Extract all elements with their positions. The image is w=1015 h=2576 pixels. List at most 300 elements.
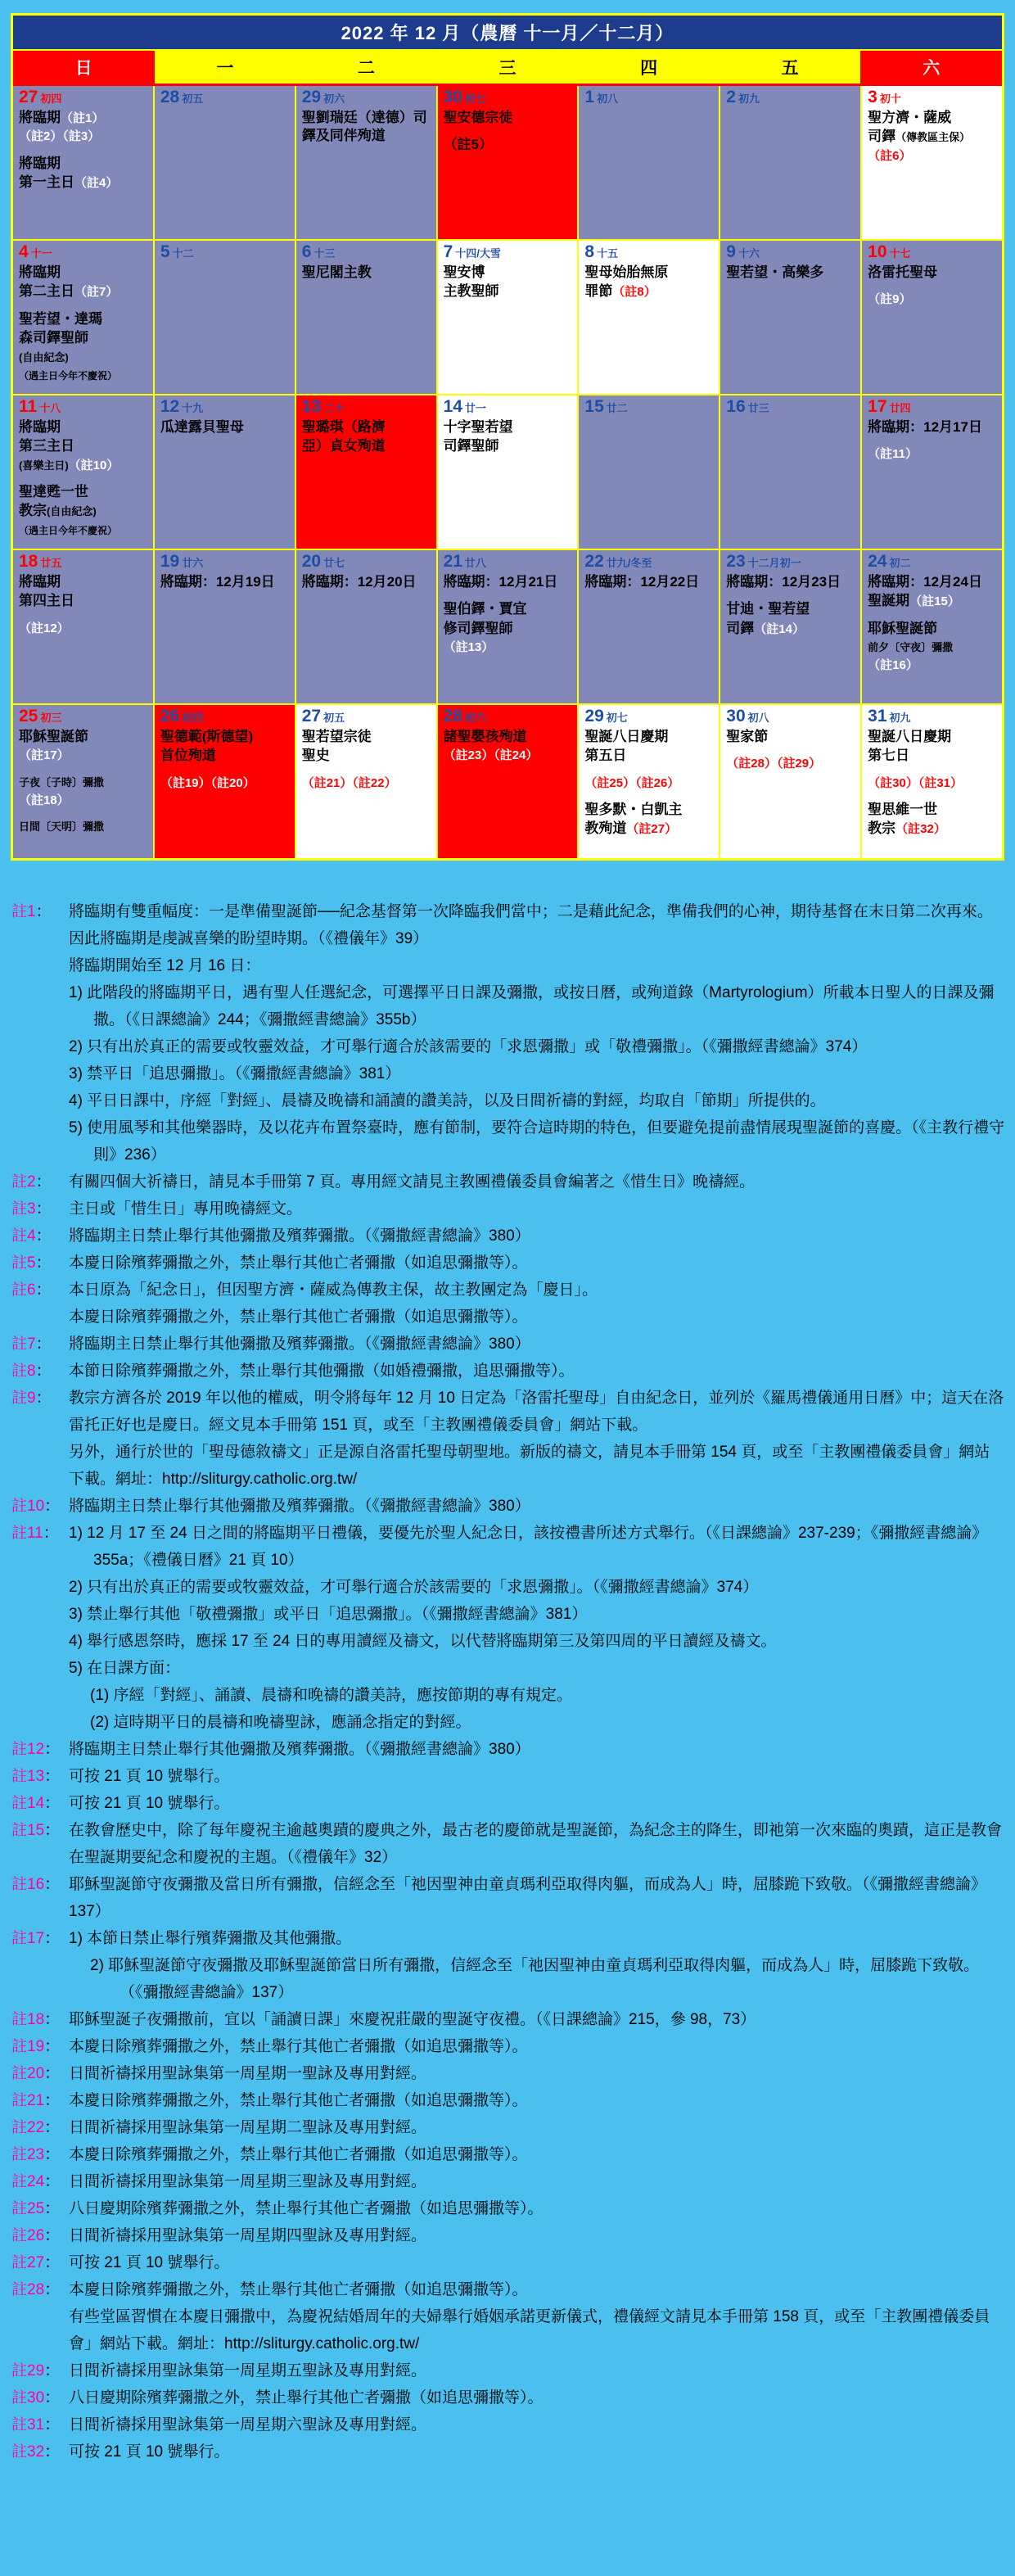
feast-line xyxy=(868,747,997,765)
note-body xyxy=(69,2195,1005,2222)
feast-line xyxy=(444,620,573,638)
lunar-date: 廿一 xyxy=(464,402,486,414)
note-註6 xyxy=(11,1277,1005,1331)
note-line: (1) 序經「對經」、誦讀、晨禱和晚禱的讚美詩，應按節期的專有規定。 xyxy=(90,1687,573,1704)
note-reference: （註4） xyxy=(74,175,119,190)
day-number: 12 xyxy=(160,397,180,416)
calendar-cell-8 xyxy=(579,241,719,394)
feast-line xyxy=(584,573,714,591)
note-reference: （註10） xyxy=(68,458,120,472)
feast-line xyxy=(726,264,855,282)
lunar-date: 初六 xyxy=(323,93,345,105)
note-line: 可按 21 頁 10 號舉行。 xyxy=(69,2443,230,2461)
note-reference: （註27） xyxy=(626,822,678,837)
cell-date xyxy=(726,707,855,726)
feast-line xyxy=(19,457,148,474)
day-number: 8 xyxy=(584,242,595,261)
feast-line xyxy=(302,775,431,792)
feast-text: 教宗 xyxy=(19,503,47,519)
feast-text: 聖家節 xyxy=(726,729,769,744)
lunar-date: 初五 xyxy=(182,93,204,105)
feast-line xyxy=(868,128,997,146)
day-number: 3 xyxy=(868,88,877,106)
feast-line xyxy=(868,728,997,746)
note-body xyxy=(69,1871,1005,1925)
feast-line xyxy=(444,418,573,436)
note-reference: （註11） xyxy=(868,447,918,462)
feast-line xyxy=(726,728,855,746)
calendar-cell-18 xyxy=(13,550,153,703)
feast-line xyxy=(19,483,148,501)
note-reference: （註32） xyxy=(895,822,946,837)
lunar-date: 初七 xyxy=(464,93,486,105)
note-line: 另外，通行於世的「聖母德敘禱文」正是源自洛雷托聖母朝聖地。新版的禱文，請見本手冊第 154 頁，或至「主教團禮儀委員會」網站下載。網址：http://sliturgy.catholic.org.tw/ xyxy=(69,1444,990,1488)
note-line: 本慶日除殯葬彌撒之外，禁止舉行其他亡者彌撒（如追思彌撒等）。 xyxy=(69,1308,528,1326)
note-註16 xyxy=(11,1871,1005,1925)
lunar-date: 廿三 xyxy=(747,402,769,414)
note-註28 xyxy=(11,2276,1005,2357)
calendar-cell-7 xyxy=(438,241,578,394)
cell-date xyxy=(302,242,431,262)
note-註22 xyxy=(11,2114,1005,2141)
calendar-cell-12 xyxy=(155,395,295,549)
feast-line xyxy=(726,620,855,638)
cell-date xyxy=(160,88,290,107)
note-label: 註1： xyxy=(11,903,52,920)
feast-line xyxy=(19,349,148,366)
feast-text: 聖德範(斯德望) xyxy=(160,729,254,744)
cell-date xyxy=(19,242,148,262)
feast-line xyxy=(584,801,714,819)
note-line: 將臨期主日禁止舉行其他彌撒及殯葬彌撒。（《彌撒經書總論》380） xyxy=(69,1227,530,1245)
note-line: 教宗方濟各於 2019 年以他的權威，明令將每年 12 月 10 日定為「洛雷托聖母」自由紀念日，並列於《羅馬禮儀通用日曆》中；這天在洛雷托正好也是慶日。經文見本手冊第 151 頁，或至「主教團禮儀委員會」網站下載。 xyxy=(69,1390,1004,1434)
lunar-date: 初四 xyxy=(182,712,204,724)
calendar-cell-27 xyxy=(296,705,436,858)
calendar-cell-5 xyxy=(155,241,295,394)
lunar-date: 初六 xyxy=(464,712,486,724)
note-註8 xyxy=(11,1358,1005,1385)
note-label: 註24： xyxy=(11,2173,61,2190)
note-body xyxy=(69,1250,1005,1277)
note-label: 註15： xyxy=(11,1822,61,1839)
note-label: 註31： xyxy=(11,2416,61,2434)
calendar-grid xyxy=(13,86,1002,858)
feast-line xyxy=(302,437,431,455)
day-number: 29 xyxy=(584,707,604,725)
day-number: 18 xyxy=(19,552,38,571)
note-line: 耶穌聖誕節守夜彌撒及當日所有彌撒，信經念至「祂因聖神由童貞瑪利亞取得肉軀，而成為人」時，屈膝跪下致敬。（《彌撒經書總論》137） xyxy=(69,1876,987,1920)
lunar-date: 初五 xyxy=(323,712,345,724)
page xyxy=(0,13,1015,2576)
note-reference: （註8） xyxy=(612,285,656,300)
note-body xyxy=(69,1222,1005,1250)
day-number: 23 xyxy=(726,552,746,571)
feast-line xyxy=(726,573,855,591)
calendar-cell-6 xyxy=(296,241,436,394)
note-body xyxy=(69,2222,1005,2249)
lunar-date: 廿四 xyxy=(889,402,911,414)
cell-date xyxy=(302,552,431,572)
feast-line xyxy=(19,573,148,591)
feast-line xyxy=(19,522,148,539)
feast-text: 首位殉道 xyxy=(160,748,216,764)
note-label: 註4： xyxy=(11,1227,52,1245)
feast-text: 第四主日 xyxy=(19,593,74,609)
note-註26 xyxy=(11,2222,1005,2249)
note-line: 耶穌聖誕子夜彌撒前，宜以「誦讀日課」來慶祝莊嚴的聖誕守夜禮。（《日課總論》215，參 98，73） xyxy=(69,2011,756,2028)
feast-text: （註5） xyxy=(443,137,494,153)
note-body xyxy=(69,2276,1005,2357)
day-number: 31 xyxy=(868,707,887,725)
note-line: 1) 此階段的將臨期平日，遇有聖人任選紀念，可選擇平日日課及彌撒，或按日曆，或殉道錄（Martyrologium）所載本日聖人的日課及彌撒。（《日課總論》244；《彌撒經書總論》355b） xyxy=(69,984,995,1028)
day-number: 28 xyxy=(443,707,462,725)
feast-text: 將臨期：12月23日 xyxy=(726,574,841,590)
feast-line xyxy=(19,818,148,835)
cell-date xyxy=(19,88,148,107)
note-line: 在教會歷史中，除了每年慶祝主逾越奧蹟的慶典之外，最古老的慶節就是聖誕節，為紀念主的降生，即祂第一次來臨的奧蹟，這正是教會在聖誕期要紀念和慶祝的主題。（《禮儀年》32） xyxy=(69,1822,1003,1866)
feast-line xyxy=(19,747,148,764)
lunar-date: 初三 xyxy=(40,712,62,724)
feast-line xyxy=(19,502,148,520)
day-number: 4 xyxy=(19,242,29,261)
feast-line xyxy=(444,600,573,618)
note-reference: （註6） xyxy=(868,148,912,163)
feast-text: 修司鐸聖師 xyxy=(443,620,513,636)
day-number: 24 xyxy=(868,552,887,571)
cell-date xyxy=(868,397,997,417)
day-number: 2 xyxy=(726,88,736,106)
feast-line xyxy=(868,775,997,792)
note-reference: （註1） xyxy=(61,111,105,125)
feast-line xyxy=(19,329,148,347)
feast-line xyxy=(868,657,997,674)
feast-text: 聖尼閣主教 xyxy=(301,264,372,280)
feast-text: 將臨期 xyxy=(19,110,61,125)
day-number: 30 xyxy=(443,88,462,106)
day-number: 27 xyxy=(19,88,38,106)
note-reference: （註21）（註22） xyxy=(301,775,397,790)
note-line: 本慶日除殯葬彌撒之外，禁止舉行其他亡者彌撒（如追思彌撒等）。 xyxy=(69,1254,528,1272)
note-註10 xyxy=(11,1493,1005,1520)
note-reference: （註7） xyxy=(74,285,119,300)
note-註23 xyxy=(11,2141,1005,2168)
feast-line xyxy=(19,109,148,127)
feast-line xyxy=(19,620,148,637)
note-註7 xyxy=(11,1331,1005,1358)
feast-line xyxy=(584,728,714,746)
feast-line xyxy=(868,820,997,838)
lunar-date: 十八 xyxy=(39,402,61,414)
lunar-date: 初九 xyxy=(889,712,911,724)
notes-section xyxy=(11,898,1005,2465)
calendar-cell-26 xyxy=(155,705,295,858)
day-header-3: 三 xyxy=(437,51,579,84)
cell-date xyxy=(160,707,290,726)
feast-text: 主教聖師 xyxy=(443,283,499,300)
feast-text: 聖誕八日慶期 xyxy=(584,729,669,744)
note-line: 日間祈禱採用聖詠集第一周星期五聖詠及專用對經。 xyxy=(69,2362,427,2379)
lunar-date: 初八 xyxy=(747,712,769,724)
day-number: 20 xyxy=(301,552,322,571)
feast-line xyxy=(584,775,714,792)
cell-date xyxy=(584,552,714,572)
lunar-date: 十六 xyxy=(738,247,760,260)
calendar-cell-15 xyxy=(579,395,719,549)
cell-date xyxy=(584,707,714,726)
feast-line xyxy=(302,264,431,282)
note-註27 xyxy=(11,2249,1005,2276)
feast-text: 子夜〔子時〕彌撒 xyxy=(19,775,105,789)
cell-date xyxy=(726,242,855,262)
note-line: 將臨期主日禁止舉行其他彌撒及殯葬彌撒。（《彌撒經書總論》380） xyxy=(69,1335,530,1353)
note-body xyxy=(69,1168,1005,1195)
feast-text: 聖達甦一世 xyxy=(19,483,88,499)
feast-text: 亞）貞女殉道 xyxy=(301,438,386,454)
feast-text: 聖若望宗徒 xyxy=(301,729,372,744)
note-註9 xyxy=(11,1385,1005,1493)
note-body xyxy=(69,2249,1005,2276)
note-body xyxy=(69,898,1005,1168)
note-line: 將臨期主日禁止舉行其他彌撒及殯葬彌撒。（《彌撒經書總論》380） xyxy=(69,1741,530,1758)
calendar-title: 2022 年 12 月（農曆 十一月／十二月） xyxy=(13,16,1002,49)
note-line: 日間祈禱採用聖詠集第一周星期二聖詠及專用對經。 xyxy=(69,2119,427,2136)
day-number: 21 xyxy=(443,552,462,571)
note-body xyxy=(69,1520,1005,1736)
feast-line xyxy=(868,147,997,165)
feast-line xyxy=(868,573,997,591)
day-number: 28 xyxy=(160,88,180,106)
note-body xyxy=(69,1817,1005,1871)
feast-line xyxy=(19,437,148,455)
lunar-date: 初二 xyxy=(889,557,911,569)
feast-text: 教宗 xyxy=(868,820,896,837)
feast-line xyxy=(584,747,714,765)
note-label: 註26： xyxy=(11,2227,61,2244)
lunar-date: 二十 xyxy=(323,402,345,414)
feast-text: （遇主日今年不慶祝） xyxy=(19,369,118,382)
note-label: 註30： xyxy=(11,2389,61,2407)
feast-text: 第七日 xyxy=(868,748,910,764)
note-line: 本慶日除殯葬彌撒之外，禁止舉行其他亡者彌撒（如追思彌撒等）。 xyxy=(69,2092,528,2109)
note-body xyxy=(69,1277,1005,1331)
feast-line xyxy=(302,418,431,436)
note-reference: （註14） xyxy=(754,621,805,636)
note-reference: （註23）（註24） xyxy=(443,748,539,763)
day-header-1: 一 xyxy=(155,51,296,84)
feast-text: 將臨期：12月22日 xyxy=(584,574,700,590)
feast-text: 聖安德宗徒 xyxy=(443,110,513,125)
note-line: 2) 只有出於真正的需要或牧靈效益，才可舉行適合於該需要的「求恩彌撒」或「敬禮彌撒」。（《彌撒經書總論》374） xyxy=(69,1038,868,1055)
feast-line xyxy=(444,264,573,282)
feast-line xyxy=(868,801,997,819)
note-reference: （註15） xyxy=(909,594,960,609)
note-line: 本日原為「紀念日」，但因聖方濟・薩威為傳教主保，故主教團定為「慶日」。 xyxy=(69,1281,598,1299)
note-line: (2) 這時期平日的晨禱和晚禱聖詠，應誦念指定的對經。 xyxy=(90,1714,471,1731)
note-reference: （註16） xyxy=(868,658,918,673)
feast-line xyxy=(726,600,855,618)
calendar-cell-17 xyxy=(862,395,1002,549)
note-line: 有些堂區習慣在本慶日彌撒中，為慶祝結婚周年的夫婦舉行婚姻承諾更新儀式，禮儀經文請見本手冊第 158 頁，或至「主教團禮儀委員會」網站下載。網址：http://sliturgy.catholic.org.tw/ xyxy=(69,2308,990,2352)
note-body xyxy=(69,2141,1005,2168)
calendar-cell-28 xyxy=(155,86,295,239)
note-label: 註2： xyxy=(11,1173,52,1191)
calendar-cell-31 xyxy=(862,705,1002,858)
note-label: 註25： xyxy=(11,2200,61,2217)
note-reference: （註28）（註29） xyxy=(726,757,822,771)
feast-line xyxy=(302,747,431,765)
note-body xyxy=(69,2384,1005,2411)
note-line: 本慶日除殯葬彌撒之外，禁止舉行其他亡者彌撒（如追思彌撒等）。 xyxy=(69,2281,528,2298)
note-註13 xyxy=(11,1763,1005,1790)
cell-date xyxy=(444,88,573,107)
note-line: 日間祈禱採用聖詠集第一周星期六聖詠及專用對經。 xyxy=(69,2416,427,2434)
calendar-cell-30 xyxy=(720,705,860,858)
note-body xyxy=(69,2033,1005,2060)
lunar-date: 十三 xyxy=(314,247,336,260)
note-label: 註22： xyxy=(11,2119,61,2136)
feast-line xyxy=(444,639,573,656)
lunar-date: 十五 xyxy=(597,247,619,260)
note-line: 八日慶期除殯葬彌撒之外，禁止舉行其他亡者彌撒（如追思彌撒等）。 xyxy=(69,2200,544,2217)
note-註30 xyxy=(11,2384,1005,2411)
feast-text: 將臨期 xyxy=(19,155,61,171)
cell-date xyxy=(868,552,997,572)
note-line: 日間祈禱採用聖詠集第一周星期三聖詠及專用對經。 xyxy=(69,2173,427,2190)
feast-line xyxy=(19,367,148,384)
feast-text: (喜樂主日) xyxy=(19,459,69,472)
calendar-cell-24 xyxy=(862,550,1002,703)
note-line: 本節日除殯葬彌撒之外，禁止舉行其他彌撒（如婚禮彌撒，追思彌撒等）。 xyxy=(69,1363,575,1380)
feast-text: 司鐸聖師 xyxy=(443,438,499,454)
note-註17 xyxy=(11,1925,1005,2006)
feast-line xyxy=(19,774,148,791)
calendar-cell-29 xyxy=(579,705,719,858)
feast-line xyxy=(19,418,148,436)
lunar-date: 廿二 xyxy=(606,402,628,414)
calendar-cell-10 xyxy=(862,241,1002,394)
day-number: 22 xyxy=(584,552,604,571)
feast-text: 聖方濟・薩威 xyxy=(868,110,952,125)
day-number: 13 xyxy=(301,397,322,416)
calendar-cell-11 xyxy=(13,395,153,549)
cell-date xyxy=(726,552,855,572)
feast-text: 司鐸 xyxy=(726,620,755,636)
feast-line xyxy=(868,592,997,610)
note-body xyxy=(69,1195,1005,1222)
lunar-date: 十七 xyxy=(889,247,911,260)
feast-text: 聖母始胎無原 xyxy=(584,264,669,280)
note-label: 註32： xyxy=(11,2443,61,2461)
feast-line xyxy=(19,264,148,282)
note-line: 日間祈禱採用聖詠集第一周星期一聖詠及專用對經。 xyxy=(69,2065,427,2082)
note-註3 xyxy=(11,1195,1005,1222)
note-label: 註18： xyxy=(11,2011,61,2028)
feast-line xyxy=(726,755,855,772)
note-label: 註7： xyxy=(11,1335,52,1353)
note-label: 註17： xyxy=(11,1930,61,1947)
day-header-4: 四 xyxy=(578,51,720,84)
feast-line xyxy=(19,728,148,746)
feast-text: 將臨期：12月21日 xyxy=(443,574,558,590)
cell-date xyxy=(444,707,573,726)
note-body xyxy=(69,2006,1005,2033)
feast-line xyxy=(160,418,290,436)
note-body xyxy=(69,2168,1005,2195)
notes-list xyxy=(11,898,1005,2465)
note-註20 xyxy=(11,2060,1005,2087)
note-line: 1) 12 月 17 至 24 日之間的將臨期平日禮儀，要優先於聖人紀念日，該按禮書所述方式舉行。（《日課總論》237-239；《彌撒經書總論》355a；《禮儀日曆》21 頁 10） xyxy=(69,1525,988,1569)
note-label: 註9： xyxy=(11,1390,52,1407)
calendar-cell-27 xyxy=(13,86,153,239)
calendar-cell-23 xyxy=(720,550,860,703)
feast-line xyxy=(160,573,290,591)
day-number: 7 xyxy=(443,242,453,261)
calendar-cell-9 xyxy=(720,241,860,394)
calendar-cell-19 xyxy=(155,550,295,703)
note-label: 註28： xyxy=(11,2281,61,2298)
note-註29 xyxy=(11,2357,1005,2384)
note-line: 可按 21 頁 10 號舉行。 xyxy=(69,1768,230,1785)
note-reference: （註30）（註31） xyxy=(868,775,963,790)
feast-line xyxy=(868,291,997,308)
note-line: 日間祈禱採用聖詠集第一周星期四聖詠及專用對經。 xyxy=(69,2227,427,2244)
feast-line xyxy=(444,136,573,154)
feast-text: 教殉道 xyxy=(584,820,627,837)
note-line: 5) 使用風琴和其他樂器時，及以花卉布置祭臺時，應有節制，要符合這時期的特色，但要避免提前盡情展現聖誕節的喜慶。（《主教行禮守則》236） xyxy=(69,1119,1005,1164)
note-註32 xyxy=(11,2438,1005,2465)
feast-text: 洛雷托聖母 xyxy=(868,264,938,280)
feast-line xyxy=(444,282,573,301)
note-body xyxy=(69,2411,1005,2438)
cell-date xyxy=(444,397,573,417)
cell-date xyxy=(302,88,431,107)
note-註25 xyxy=(11,2195,1005,2222)
note-line: 1) 本節日禁止舉行殯葬彌撒及其他彌撒。 xyxy=(69,1930,352,1947)
note-line: 主日或「惜生日」專用晚禱經文。 xyxy=(69,1200,303,1218)
lunar-date: 十一 xyxy=(30,247,52,260)
feast-line xyxy=(444,728,573,746)
feast-text: 聖璐琪（路濟 xyxy=(301,419,386,435)
day-number: 29 xyxy=(301,88,322,106)
note-line: 2) 耶穌聖誕節守夜彌撒及耶穌聖誕節當日所有彌撒，信經念至「祂因聖神由童貞瑪利亞取得肉軀，而成為人」時，屈膝跪下致敬。（《彌撒經書總論》137） xyxy=(90,1957,980,2001)
note-reference: （註17） xyxy=(19,748,70,763)
cell-date xyxy=(302,397,431,417)
feast-text: 聖若望・高樂多 xyxy=(726,264,824,280)
note-line: 4) 平日日課中，序經「對經」、晨禱及晚禱和誦讀的讚美詩，以及日間祈禱的對經，均取自「節期」所提供的。 xyxy=(69,1092,826,1109)
note-line: 將臨期有雙重幅度：一是準備聖誕節──紀念基督第一次降臨我們當中；二是藉此紀念，準備我們的心神，期待基督在末日第二次再來。因此將臨期是虔誠喜樂的盼望時期。（《禮儀年》39） xyxy=(69,903,993,947)
feast-text: 前夕〔守夜〕彌撒 xyxy=(868,641,954,654)
cell-date xyxy=(160,397,290,417)
feast-line xyxy=(444,573,573,591)
note-reference: （註2）（註3） xyxy=(19,129,101,144)
cell-date xyxy=(726,397,855,417)
note-label: 註8： xyxy=(11,1363,52,1380)
feast-text: 聖若望・達瑪 xyxy=(19,310,102,327)
lunar-date: 初十 xyxy=(879,93,901,105)
note-body xyxy=(69,2087,1005,2114)
day-number: 19 xyxy=(160,552,180,571)
cell-date xyxy=(868,707,997,726)
calendar-cell-30 xyxy=(438,86,578,239)
feast-line xyxy=(584,264,714,282)
note-line: 有關四個大祈禱日，請見本手冊第 7 頁。專用經文請見主教團禮儀委員會編著之《惜生日》晚禱經。 xyxy=(69,1173,756,1191)
feast-text: （傳教區主保） xyxy=(895,131,971,144)
note-註21 xyxy=(11,2087,1005,2114)
feast-line xyxy=(584,820,714,838)
feast-text: 將臨期 xyxy=(19,264,61,280)
note-註18 xyxy=(11,2006,1005,2033)
note-line: 可按 21 頁 10 號舉行。 xyxy=(69,2254,230,2271)
